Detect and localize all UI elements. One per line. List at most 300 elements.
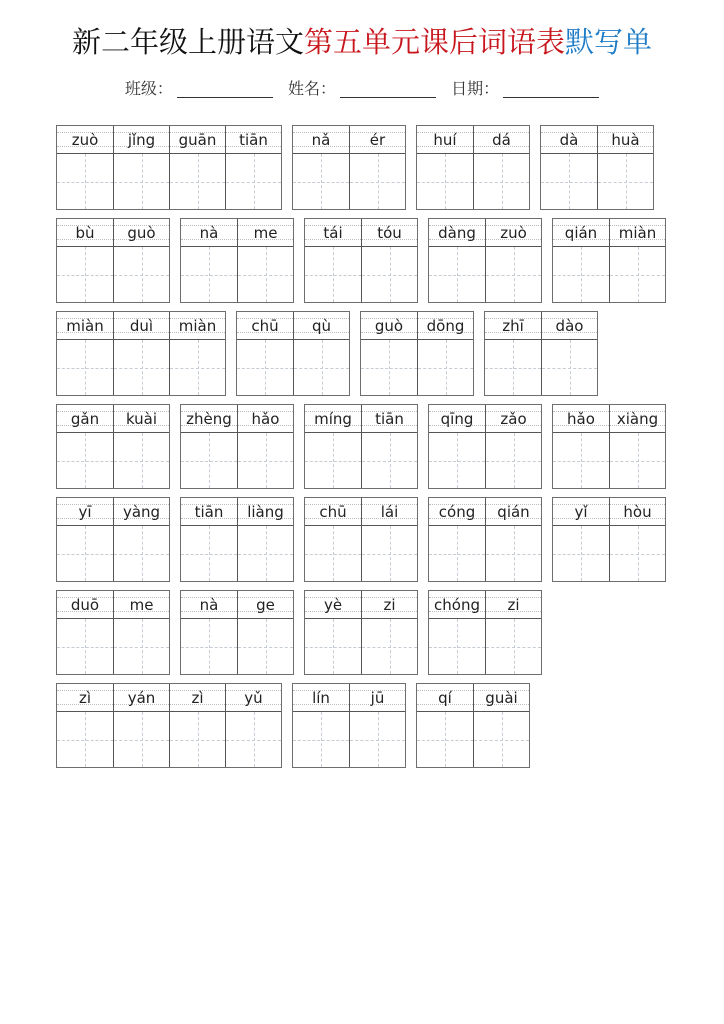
character-cell (305, 498, 361, 581)
writing-square[interactable] (350, 154, 405, 209)
pinyin-label (362, 219, 417, 247)
pinyin-text: yǐ (574, 502, 588, 521)
pinyin-label (305, 405, 361, 433)
writing-square[interactable] (486, 433, 541, 488)
pinyin-label (170, 312, 225, 340)
character-cell (417, 312, 473, 395)
character-cell (485, 405, 541, 488)
word-row (56, 404, 666, 489)
pinyin-label (362, 591, 417, 619)
pinyin-label (485, 312, 541, 340)
writing-square[interactable] (485, 340, 541, 395)
character-cell (429, 591, 485, 674)
pinyin-text: qù (311, 316, 332, 335)
pinyin-label (350, 684, 405, 712)
pinyin-label (362, 498, 417, 526)
writing-square[interactable] (305, 247, 361, 302)
pinyin-text: duō (70, 595, 100, 614)
writing-square[interactable] (181, 619, 237, 674)
pinyin-text: tái (323, 223, 343, 242)
pinyin-label (474, 126, 529, 154)
pinyin-text: cóng (438, 502, 476, 521)
writing-square[interactable] (226, 154, 281, 209)
worksheet-title (0, 22, 724, 62)
pinyin-text: zhī (502, 316, 524, 335)
pinyin-label (238, 498, 293, 526)
writing-square[interactable] (238, 247, 293, 302)
character-cell (57, 405, 113, 488)
title-grade-part: 新二年级上册语文 (71, 25, 304, 59)
character-cell (609, 405, 665, 488)
pinyin-label (114, 219, 169, 247)
character-cell (473, 684, 529, 767)
writing-square[interactable] (362, 247, 417, 302)
writing-square[interactable] (238, 619, 293, 674)
character-cell (57, 312, 113, 395)
pinyin-text: miàn (618, 223, 657, 242)
pinyin-label (181, 219, 237, 247)
character-cell (361, 498, 417, 581)
pinyin-label (553, 405, 609, 433)
character-cell (57, 219, 113, 302)
writing-square[interactable] (610, 433, 665, 488)
character-cell (553, 219, 609, 302)
pinyin-label (486, 591, 541, 619)
writing-square[interactable] (114, 433, 169, 488)
word-box (56, 683, 282, 768)
date-label: 日期： (451, 79, 500, 98)
pinyin-label (429, 405, 485, 433)
character-cell (57, 126, 113, 209)
pinyin-label (114, 684, 169, 712)
pinyin-text: zhèng (186, 409, 232, 428)
writing-square[interactable] (417, 712, 473, 767)
pinyin-label (553, 498, 609, 526)
word-row (56, 218, 666, 303)
pinyin-text: qián (497, 502, 530, 521)
word-box (552, 497, 666, 582)
pinyin-text: yǔ (244, 688, 263, 707)
pinyin-text: miàn (178, 316, 217, 335)
writing-square[interactable] (181, 433, 237, 488)
pinyin-label (486, 219, 541, 247)
pinyin-label (350, 126, 405, 154)
pinyin-text: chū (319, 502, 347, 521)
character-cell (485, 498, 541, 581)
pinyin-label (114, 498, 169, 526)
writing-square[interactable] (294, 340, 349, 395)
character-cell (293, 312, 349, 395)
title-dictation-part: 默写单 (565, 25, 653, 59)
writing-square[interactable] (553, 526, 609, 581)
title-unit-part: 第五单元课后词语表 (303, 25, 565, 59)
character-cell (361, 219, 417, 302)
pinyin-text: zi (507, 595, 520, 614)
character-cell (237, 219, 293, 302)
pinyin-label (237, 312, 293, 340)
pinyin-text: jǐng (127, 130, 156, 149)
character-cell (237, 591, 293, 674)
writing-square[interactable] (362, 433, 417, 488)
character-cell (609, 498, 665, 581)
pinyin-label (418, 312, 473, 340)
writing-square[interactable] (181, 526, 237, 581)
pinyin-text: guān (178, 130, 217, 149)
pinyin-text: yàng (122, 502, 161, 521)
writing-square[interactable] (237, 340, 293, 395)
pinyin-label (362, 405, 417, 433)
pinyin-text: hǎo (567, 409, 595, 428)
writing-square[interactable] (57, 619, 113, 674)
writing-square[interactable] (542, 340, 597, 395)
word-row (56, 590, 542, 675)
word-box (416, 125, 530, 210)
writing-square[interactable] (170, 154, 225, 209)
pinyin-label (429, 591, 485, 619)
pinyin-label (417, 126, 473, 154)
pinyin-label (293, 684, 349, 712)
character-cell (237, 498, 293, 581)
pinyin-label (114, 591, 169, 619)
character-cell (485, 312, 541, 395)
character-cell (113, 219, 169, 302)
word-box (360, 311, 474, 396)
pinyin-text: hǎo (251, 409, 280, 428)
word-box (428, 218, 542, 303)
pinyin-label (305, 219, 361, 247)
writing-square[interactable] (114, 247, 169, 302)
character-cell (113, 312, 169, 395)
character-cell (429, 405, 485, 488)
writing-square[interactable] (226, 712, 281, 767)
word-box (552, 404, 666, 489)
word-row (56, 497, 666, 582)
name-label: 姓名： (287, 79, 336, 98)
pinyin-label (226, 126, 281, 154)
writing-square[interactable] (293, 154, 349, 209)
pinyin-label (226, 684, 281, 712)
pinyin-text: hòu (623, 502, 652, 521)
pinyin-text: tiān (194, 502, 224, 521)
pinyin-text: tiān (239, 130, 268, 149)
writing-square[interactable] (418, 340, 473, 395)
writing-square[interactable] (238, 433, 293, 488)
student-info-bar (0, 76, 724, 99)
writing-square[interactable] (181, 247, 237, 302)
pinyin-label (238, 591, 293, 619)
word-box (56, 497, 170, 582)
pinyin-text: guò (127, 223, 156, 242)
pinyin-text: gǎn (70, 409, 100, 428)
writing-square[interactable] (362, 526, 417, 581)
character-cell (113, 684, 169, 767)
pinyin-label (293, 126, 349, 154)
pinyin-text: me (253, 223, 278, 242)
pinyin-label (57, 405, 113, 433)
pinyin-text: me (129, 595, 154, 614)
character-cell (225, 684, 281, 767)
class-field (125, 76, 273, 99)
writing-square[interactable] (305, 619, 361, 674)
pinyin-label (541, 126, 597, 154)
character-cell (417, 126, 473, 209)
pinyin-label (57, 126, 113, 154)
writing-square[interactable] (474, 712, 529, 767)
writing-square[interactable] (170, 340, 225, 395)
character-cell (113, 405, 169, 488)
pinyin-text: lái (380, 502, 399, 521)
pinyin-text: yè (323, 595, 343, 614)
pinyin-text: zuò (500, 223, 527, 242)
class-blank[interactable] (177, 79, 273, 98)
writing-square[interactable] (486, 619, 541, 674)
word-box (180, 497, 294, 582)
character-cell (349, 126, 405, 209)
word-box (180, 218, 294, 303)
character-cell (293, 684, 349, 767)
pinyin-text: dào (555, 316, 584, 335)
pinyin-text: nà (199, 595, 219, 614)
character-cell (57, 684, 113, 767)
pinyin-label (57, 219, 113, 247)
word-box (56, 404, 170, 489)
writing-square[interactable] (350, 712, 405, 767)
writing-square[interactable] (114, 712, 169, 767)
pinyin-text: guò (374, 316, 404, 335)
pinyin-text: chóng (434, 595, 480, 614)
pinyin-text: huí (433, 130, 457, 149)
word-box (56, 311, 226, 396)
character-cell (181, 405, 237, 488)
pinyin-text: dà (559, 130, 579, 149)
pinyin-label (542, 312, 597, 340)
character-cell (169, 684, 225, 767)
name-blank[interactable] (340, 79, 436, 98)
writing-square[interactable] (474, 154, 529, 209)
character-cell (169, 126, 225, 209)
pinyin-text: miàn (66, 316, 104, 335)
word-row (56, 311, 598, 396)
writing-square[interactable] (486, 526, 541, 581)
pinyin-label (610, 405, 665, 433)
writing-square[interactable] (305, 433, 361, 488)
word-box (292, 683, 406, 768)
character-cell (553, 498, 609, 581)
writing-square[interactable] (598, 154, 653, 209)
word-box (56, 125, 282, 210)
character-cell (237, 312, 293, 395)
pinyin-text: lín (312, 688, 330, 707)
character-cell (57, 591, 113, 674)
writing-square[interactable] (610, 526, 665, 581)
word-box (304, 218, 418, 303)
pinyin-text: zì (191, 688, 204, 707)
character-cell (417, 684, 473, 767)
pinyin-label (429, 498, 485, 526)
writing-square[interactable] (429, 247, 485, 302)
character-cell (541, 126, 597, 209)
character-cell (181, 219, 237, 302)
word-box (540, 125, 654, 210)
pinyin-text: guài (485, 688, 518, 707)
word-box (552, 218, 666, 303)
word-box (180, 590, 294, 675)
pinyin-text: zǎo (500, 409, 527, 428)
pinyin-label (170, 126, 225, 154)
pinyin-label (57, 591, 113, 619)
pinyin-text: bù (75, 223, 95, 242)
word-box (236, 311, 350, 396)
pinyin-label (305, 498, 361, 526)
character-cell (181, 591, 237, 674)
pinyin-label (238, 219, 293, 247)
character-cell (473, 126, 529, 209)
writing-square[interactable] (57, 247, 113, 302)
word-box (484, 311, 598, 396)
character-cell (597, 126, 653, 209)
pinyin-label (417, 684, 473, 712)
pinyin-text: dōng (426, 316, 465, 335)
word-row (56, 683, 530, 768)
writing-square[interactable] (57, 340, 113, 395)
writing-square[interactable] (361, 340, 417, 395)
pinyin-label (181, 591, 237, 619)
writing-square[interactable] (553, 433, 609, 488)
date-blank[interactable] (503, 79, 599, 98)
word-row (56, 125, 654, 210)
class-label: 班级： (124, 79, 173, 98)
character-cell (113, 498, 169, 581)
writing-square[interactable] (170, 712, 225, 767)
pinyin-text: nà (199, 223, 219, 242)
pinyin-text: tóu (377, 223, 402, 242)
writing-square[interactable] (238, 526, 293, 581)
writing-square[interactable] (114, 340, 169, 395)
writing-square[interactable] (541, 154, 597, 209)
pinyin-label (114, 126, 169, 154)
pinyin-text: qīng (440, 409, 474, 428)
pinyin-text: míng (314, 409, 352, 428)
character-cell (485, 591, 541, 674)
writing-square[interactable] (429, 433, 485, 488)
word-box (428, 497, 542, 582)
writing-square[interactable] (553, 247, 609, 302)
pinyin-text: jū (370, 688, 385, 707)
character-cell (305, 591, 361, 674)
writing-square[interactable] (57, 154, 113, 209)
pinyin-label (57, 684, 113, 712)
pinyin-text: chū (251, 316, 279, 335)
pinyin-text: yán (127, 688, 156, 707)
character-cell (429, 498, 485, 581)
writing-square[interactable] (429, 526, 485, 581)
character-cell (237, 405, 293, 488)
character-cell (609, 219, 665, 302)
character-cell (113, 591, 169, 674)
writing-square[interactable] (305, 526, 361, 581)
pinyin-text: liàng (247, 502, 284, 521)
character-cell (541, 312, 597, 395)
pinyin-text: yī (78, 502, 92, 521)
pinyin-text: ge (256, 595, 275, 614)
word-box (428, 404, 542, 489)
pinyin-text: qián (564, 223, 598, 242)
character-cell (361, 312, 417, 395)
character-cell (225, 126, 281, 209)
character-cell (361, 591, 417, 674)
pinyin-label (610, 498, 665, 526)
pinyin-text: nǎ (311, 130, 331, 149)
word-box (56, 218, 170, 303)
pinyin-label (486, 405, 541, 433)
writing-square[interactable] (293, 712, 349, 767)
character-cell (113, 126, 169, 209)
word-box (56, 590, 170, 675)
character-cell (485, 219, 541, 302)
writing-square[interactable] (362, 619, 417, 674)
pinyin-text: tiān (375, 409, 404, 428)
pinyin-label (114, 405, 169, 433)
word-box (292, 125, 406, 210)
word-box (304, 497, 418, 582)
writing-square[interactable] (610, 247, 665, 302)
word-box (180, 404, 294, 489)
pinyin-label (170, 684, 225, 712)
pinyin-label (429, 219, 485, 247)
writing-square[interactable] (114, 619, 169, 674)
pinyin-text: huà (611, 130, 640, 149)
word-box (304, 590, 418, 675)
pinyin-label (57, 312, 113, 340)
writing-square[interactable] (57, 712, 113, 767)
pinyin-label (238, 405, 293, 433)
writing-square[interactable] (114, 526, 169, 581)
character-cell (169, 312, 225, 395)
pinyin-label (181, 498, 237, 526)
pinyin-label (181, 405, 237, 433)
pinyin-label (114, 312, 169, 340)
pinyin-text: xiàng (616, 409, 659, 428)
writing-square[interactable] (114, 154, 169, 209)
pinyin-text: zì (78, 688, 92, 707)
pinyin-text: kuài (125, 409, 158, 428)
writing-square[interactable] (57, 433, 113, 488)
writing-square[interactable] (486, 247, 541, 302)
character-cell (57, 498, 113, 581)
word-box (304, 404, 418, 489)
pinyin-label (57, 498, 113, 526)
character-cell (553, 405, 609, 488)
pinyin-label (553, 219, 609, 247)
pinyin-text: dàng (438, 223, 476, 242)
character-cell (349, 684, 405, 767)
pinyin-label (598, 126, 653, 154)
word-box (416, 683, 530, 768)
writing-square[interactable] (429, 619, 485, 674)
pinyin-label (486, 498, 541, 526)
name-field (288, 76, 436, 99)
pinyin-text: zuò (71, 130, 99, 149)
pinyin-label (361, 312, 417, 340)
writing-square[interactable] (417, 154, 473, 209)
character-cell (305, 219, 361, 302)
pinyin-label (305, 591, 361, 619)
writing-square[interactable] (57, 526, 113, 581)
character-cell (181, 498, 237, 581)
pinyin-text: duì (129, 316, 154, 335)
pinyin-text: zi (383, 595, 396, 614)
pinyin-text: dá (492, 130, 511, 149)
